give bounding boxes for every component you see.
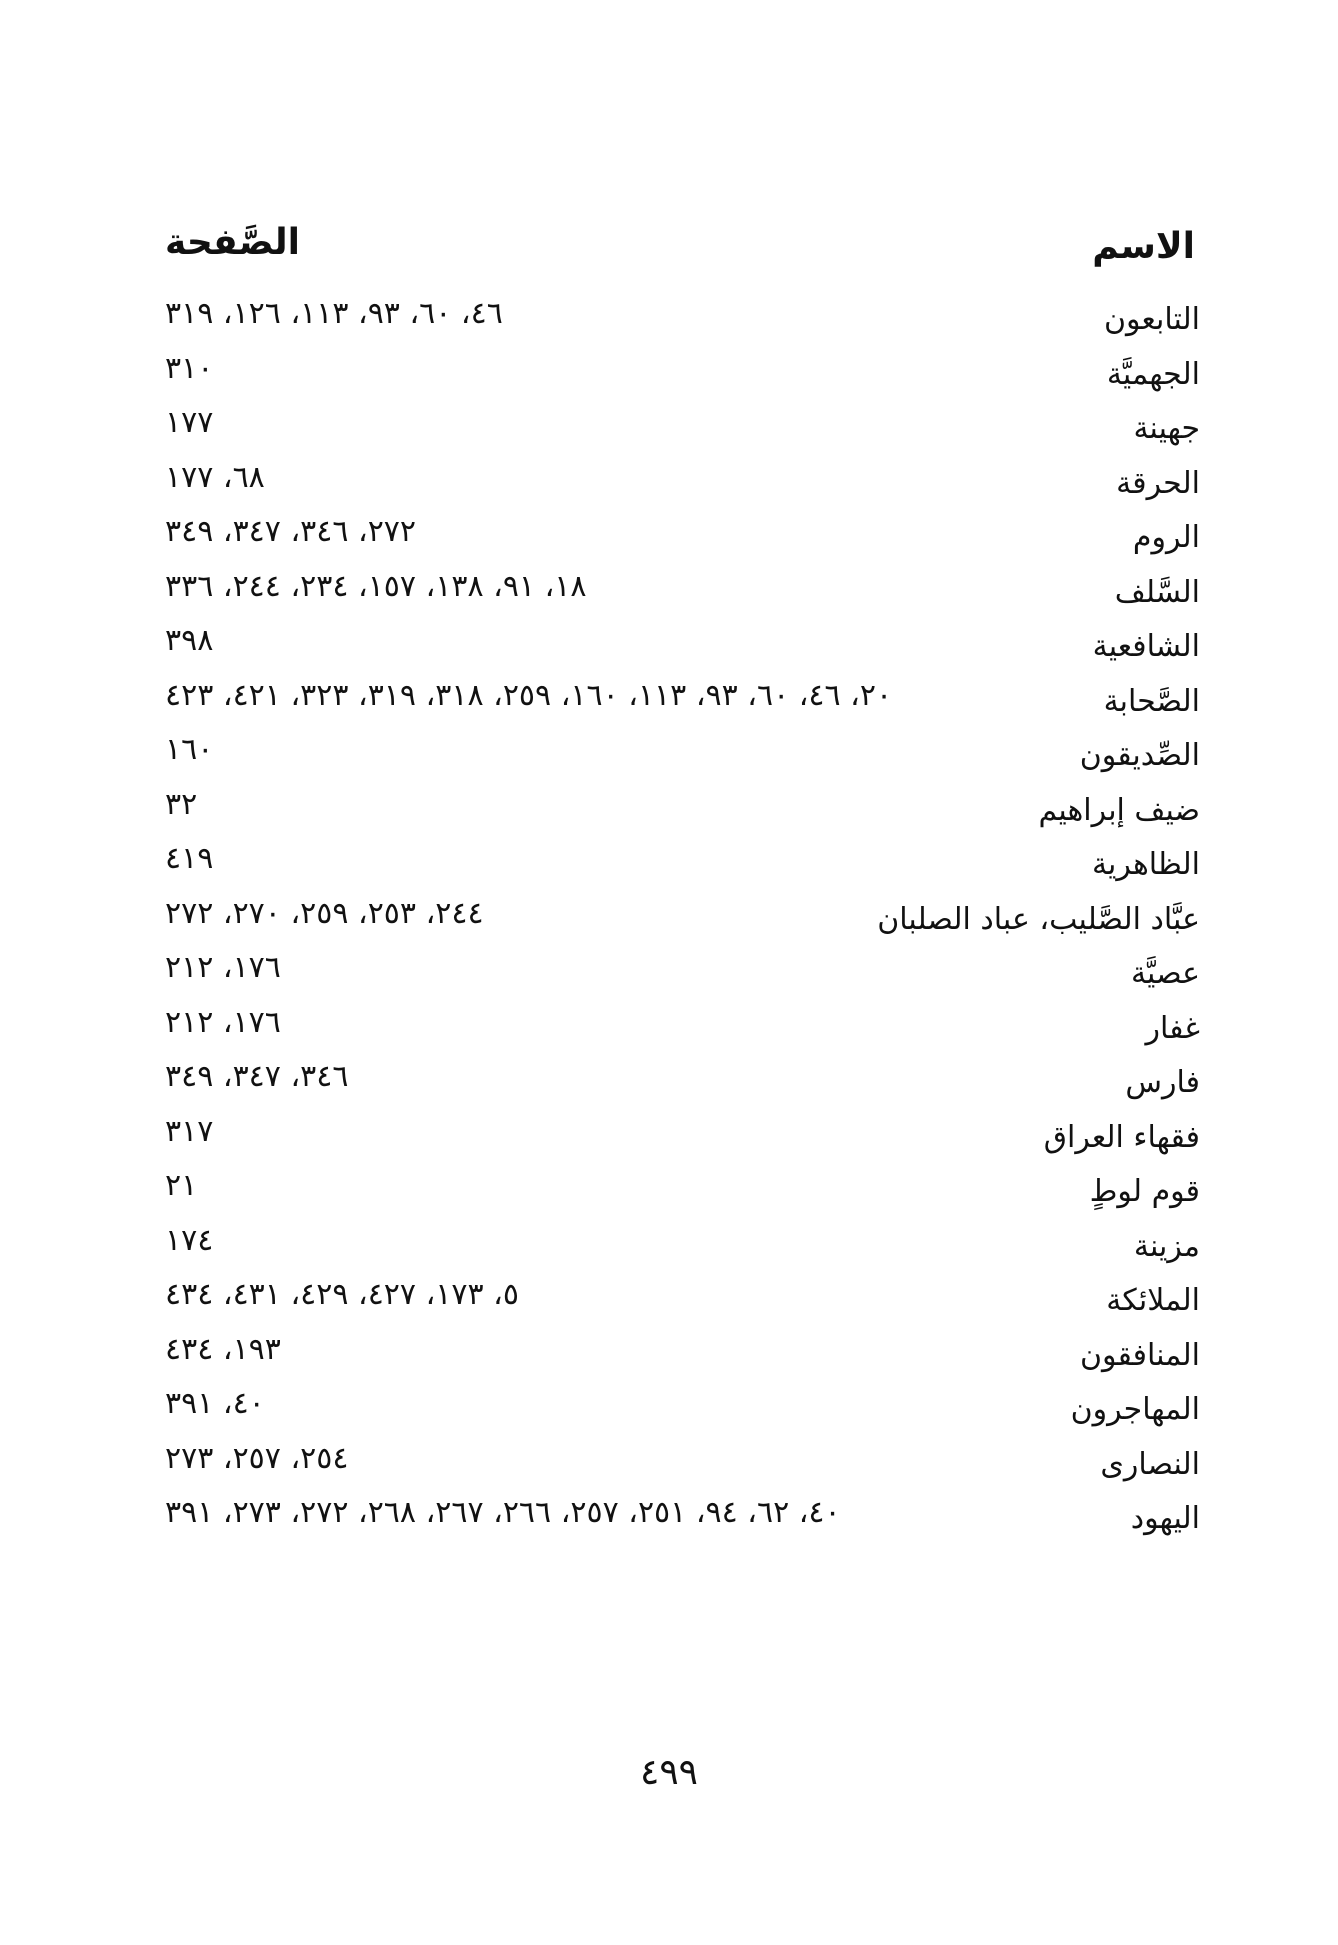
entry-name: الجهميَّة [1106,356,1200,392]
index-entry [165,349,1200,404]
index-entry [165,948,1200,1003]
entry-pages: ١٧٤ [165,1222,214,1258]
index-entry [165,294,1200,349]
entry-name: مزينة [1133,1228,1200,1264]
entry-pages: ١٧٦، ٢١٢ [165,950,281,985]
index-entry [165,1057,1200,1112]
name-column-header: الاسم [1092,226,1195,267]
entry-pages: ٢٧٢، ٣٤٦، ٣٤٧، ٣٤٩ [165,514,417,549]
entry-name: عصيَّة [1130,956,1200,991]
entry-name: الصَّحابة [1103,683,1200,719]
entry-pages: ١٧٧ [165,405,214,440]
entry-name: الشافعية [1092,629,1200,664]
entry-pages: ٣١٧ [165,1113,214,1149]
entry-pages: ٤٠، ٦٢، ٩٤، ٢٥١، ٢٥٧، ٢٦٦، ٢٦٧، ٢٦٨، ٢٧٢، ٢٧٣، ٣٩١ [165,1495,841,1530]
entry-pages: ٣٤٦، ٣٤٧، ٣٤٩ [165,1059,349,1094]
entry-name: ضيف إبراهيم [1038,792,1200,828]
entry-pages: ٢٠، ٤٦، ٦٠، ٩٣، ١١٣، ١٦٠، ٢٥٩، ٣١٨، ٣١٩، ٣٢٣، ٤٢١، ٤٢٣ [165,677,893,713]
entry-pages: ٤٠، ٣٩١ [165,1386,265,1421]
index-entry [165,676,1200,731]
index-entry [165,839,1200,894]
entry-name: الحرقة [1116,465,1200,501]
index-entry [165,1275,1200,1330]
entry-pages: ١٩٣، ٤٣٤ [165,1331,281,1367]
index-entry [165,1166,1200,1221]
entry-pages: ٥، ١٧٣، ٤٢٧، ٤٢٩، ٤٣١، ٤٣٤ [165,1277,519,1312]
index-entry [165,403,1200,458]
entry-name: المنافقون [1079,1337,1200,1373]
index-entry [165,621,1200,676]
entry-pages: ٣٩٨ [165,623,214,658]
page-number: ٤٩٩ [639,1752,698,1793]
index-entry [165,567,1200,622]
index-entry [165,1003,1200,1058]
index-entry [165,1221,1200,1276]
entry-pages: ٣١٠ [165,350,214,386]
entry-pages: ٤١٩ [165,841,214,876]
index-entry [165,1112,1200,1167]
index-entry [165,1439,1200,1494]
entry-name: غفار [1145,1010,1200,1046]
entry-pages: ٢٤٤، ٢٥٣، ٢٥٩، ٢٧٠، ٢٧٢ [165,895,484,931]
entry-name: الصِّديقون [1079,738,1200,773]
entry-name: عبَّاد الصَّليب، عباد الصلبان [877,901,1200,937]
index-entry [165,1384,1200,1439]
entry-name: فقهاء العراق [1043,1119,1200,1155]
entry-name: الظاهرية [1091,847,1200,882]
index-entry [165,894,1200,949]
entry-pages: ٤٦، ٦٠، ٩٣، ١١٣، ١٢٦، ٣١٩ [165,296,503,331]
entry-name: اليهود [1130,1501,1200,1536]
index-entry [165,512,1200,567]
entry-name: الملائكة [1106,1283,1200,1318]
entry-name: النصارى [1100,1446,1200,1482]
pages-column-header: الصَّفحة [165,222,301,263]
entry-pages: ٢١ [165,1168,198,1203]
entry-name: الروم [1132,520,1200,555]
index-entry [165,730,1200,785]
entry-name: السَّلف [1114,574,1200,610]
entry-name: المهاجرون [1070,1392,1200,1427]
entry-name: قوم لوطٍ [1089,1174,1200,1209]
entry-pages: ٦٨، ١٧٧ [165,459,265,495]
table-header [165,222,1200,282]
index-entries [165,294,1200,1548]
index-entry [165,1330,1200,1385]
entry-pages: ١٨، ٩١، ١٣٨، ١٥٧، ٢٣٤، ٢٤٤، ٣٣٦ [165,568,587,604]
entry-pages: ٣٢ [165,786,198,822]
entry-name: جهينة [1133,411,1200,446]
index-entry [165,1493,1200,1548]
entry-name: التابعون [1103,302,1200,337]
index-entry [165,458,1200,513]
entry-name: فارس [1125,1065,1200,1100]
entry-pages: ١٧٦، ٢١٢ [165,1004,281,1040]
entry-pages: ٢٥٤، ٢٥٧، ٢٧٣ [165,1440,349,1476]
index-entry [165,785,1200,840]
entry-pages: ١٦٠ [165,732,214,767]
